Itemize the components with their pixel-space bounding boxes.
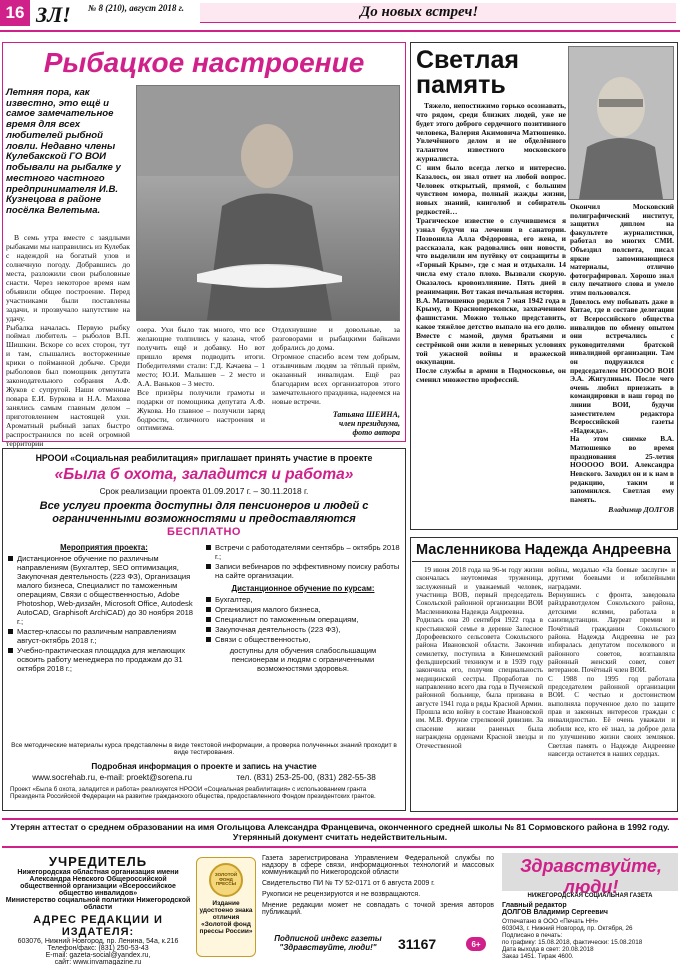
certificate-text: Свидетельство ПИ № ТУ 52-0171 от 6 августа 2009 г.	[262, 880, 435, 887]
project-phone: тел. (831) 253-25-00, (831) 282-55-38	[236, 773, 376, 782]
registration-text: Газета зарегистрирована Управлением Федеральной службы по надзору в сфере связи, информационных технологий и массовых коммуникаций по Нижегородской области	[262, 855, 494, 876]
opinion-text: Мнение редакции может не совпадать с точкой зрения авторов публикаций.	[262, 902, 494, 916]
article-memory-col1	[416, 102, 566, 386]
rubric-title: До новых встреч!	[360, 4, 479, 20]
list-item: Учебно-практическая площадка для желающих освоить работу менеджера по продажам до 31 октября 2018 г.;	[8, 646, 200, 673]
photo-fisherman	[136, 85, 400, 321]
project-free-badge: БЕСПЛАТНО	[167, 526, 241, 538]
article-memory-col1-text: Тяжело, непостижимо горько осознавать, что рядом, среди близких людей, уже не будет этого доброго сердечного позитивного человека, Валерия Акимовича Матюшенко. Увлечённого делом и не обделённого талантом известного московского журналиста. С ним было всегда легко и интересно. Казалось, он знал ответ на любой вопрос. Человек открытый, прямой, с большим чувством юмора, полный жажды жизни, новых знаний, книголюб и собиратель редкостей… Трагическое известие о случившемся я узнал будучи на лечении в санатории. Позвонила Алла Фёдоровна, его жена, и рассказала, как радовались они новости, что выделили им путёвку от соцзащиты в «Горный Крым», где с мая и отдыхали. 14 числа ему стало плохо. Вызвали скорую. Оказалось кровоизлияние. Пять дней в реанимации. Вот такая печальная история. В.А. Матюшенко родился 7 мая 1942 года в Крыму, в Красноперекопске, захваченном фашистами. Можно только представить, какое тяжёлое детство выпало на его долю. Вместе с мамой, двумя братьями и сестрёнкой они жили в неверных условиях той ужасной войны и вражеской оккупации. После службы в армии в Подмосковье, он сменил множество профессий.	[416, 101, 566, 385]
no-review-text: Рукописи не рецензируются и не возвращаются.	[262, 891, 421, 898]
footer-imprint	[502, 902, 678, 960]
golden-fund-stamp	[196, 857, 256, 957]
founder-text: Нижегородская областная организация имени Александра Невского Общероссийской общественной организации «Всероссийское общество инвалидов»	[17, 869, 179, 897]
project-right-list	[206, 543, 400, 674]
project-contacts	[10, 773, 398, 782]
page-number: 16	[0, 0, 30, 26]
article-memory-col2	[570, 203, 674, 516]
header-rule	[0, 30, 680, 32]
project-dates: Срок реализации проекта 01.09.2017 г. – 30.11.2018 г.	[99, 486, 309, 496]
golden-fund-text: Издание удостоено знака отличия «Золотой фонд прессы России»	[199, 900, 253, 935]
article-fishing-col2	[137, 326, 265, 434]
obituary-col1-text: 19 июня 2018 года на 96-м году жизни скончалась неутомимая труженица, заслуженный и уважаемый человек, участница ВОВ, первый председатель Сокольской районной организации ВОИ Масленникова Надежда Андреевна. Родилась она 20 сентября 1922 года в крестьянской семье в деревне Залесное Дорофеевского сельсовета Сокольского района Ивановской области. Закончив семилетку, поступила в Кинешемский фельдшерский техникум и в 1939 году закончила его, получив специальность медицинской сестры. Проработав по направлению всего два года в Пучежской районной больнице, была призвана в августе 1941 года в ряды Красной Армии. Прошла всю войну в составе Ивановской им. М.В. Фрунзе стрелковой дивизии. За спасение жизни раненых была награждена орденами Красной звезды и Отечественной	[416, 566, 543, 750]
footer-email[interactable]: E-mail: gazeta-social@yandex.ru,	[45, 952, 151, 959]
project-fund-note: Проект «Была б охота, заладится и работа» реализуется НРООИ «Социальная реабилитация» с использованием гранта Президента Российской Федерации на развитие гражданского общества, предоставленного Фондом президентских грантов.	[10, 786, 376, 800]
address-heading: АДРЕС РЕДАКЦИИ И ИЗДАТЕЛЯ:	[33, 914, 163, 938]
obituary-col2-text: войны, медалью «За боевые заслуги» и другими боевыми и юбилейными наградами. Вернувшись с фронта, заведовала райздравотделом Сокольского района, детскими яслями, работала в санэпидстанции. Лауреат премии и Почётный гражданин Сокольского района. Надежда Андреевна не раз избиралась депутатом поселкового и районного советов, возглавляла районный женский совет, совет ветеранов. Почётный член ВОИ. С 1988 по 1995 год работала председателем районной организации ВОИ. С честью и достоинством выполняла порученное дело по защите прав и законных интересов граждан с инвалидностью. Её очень уважали и любили все, кто её знал, за доброе дела по улучшению жизни своих земляков. Светлая память о Надежде Андреевне навсегда останется в наших сердцах.	[548, 566, 675, 758]
obituary-rule	[412, 561, 676, 562]
address-text: 603076, Нижний Новгород, пр. Ленина, 54а, к.216	[17, 938, 179, 945]
list-item: Дистанционное обучение по различным направлениям (Бухгалтер, SEO оптимизация, Закупочная деятельность (223 ФЗ), Организация малого бизнеса, Специалист по таможенным операциям, Связи с общественностью, Adobe Photoshop, Web-дизайн, Microsoft Office, Autodesk AutoCAD, Graphisoft ArchiCAD) до 30 ноября 2018 г.;	[8, 554, 200, 626]
project-site-link[interactable]: www.socrehab.ru, e-mail: proekt@sorena.ru	[32, 773, 193, 782]
list-item: Специалист по таможенным операциям,	[206, 615, 400, 624]
project-right-tail: доступны для обучения слабослышащим пенсионерам и людям с ограниченными возможностями здоровья.	[229, 646, 377, 673]
article-fishing-col3	[272, 326, 400, 439]
article-memory-col2-text: Окончил Московский полиграфический институт, защитил диплом на факультете журналистики, работал во многих СМИ. Объездил полсвета, писал яркие запоминающиеся материалы, отлично фотографировал. Хорошо знал силу печатного слова и умело этим пользовался. Довелось ему побывать даже в Китае, где в составе делегации от Всероссийского общества инвалидов по обмену опытом они встречались с руководителями братской инвалидной организации. Там он подружился с председателем НООООО ВОИ Э.А. Жигулиным. После чего очень любил приезжать в командировки в наш город по линии ВОИ, будучи заместителем редактора Всероссийской газеты «Надежда». На этом снимке В.А. Матюшенко во время празднования 25-летия НООООО ВОИ. Александра Невского. Заходил он и к нам в редакцию, таким и запомнился. Светлая ему память.	[570, 202, 674, 504]
photo-journalist	[568, 46, 674, 200]
article-fishing-signature: Татьяна ШЕИНА, член президиума, фото автора	[332, 409, 400, 438]
article-memory-title: Светлая память	[416, 46, 519, 99]
list-item: Организация малого бизнеса,	[206, 605, 400, 614]
editor-name: ДОЛГОВ Владимир Сергеевич	[502, 909, 608, 916]
brand-title: Здравствуйте, люди!	[520, 856, 662, 897]
project-note: Все методические материалы курса представлены в виде текстовой информации, а проверка полученных знаний проходит в виде тестирования.	[11, 742, 397, 756]
lost-document-text: Утерян аттестат о среднем образовании на имя Оголыцова Александра Францевича, оконченного средней школы № 81 Сормовского района в 1992 году. Утерянный документ считать недействительным.	[10, 822, 670, 843]
article-fishing-col3-text: Отдохнувшие и довольные, за разговорами и рыбацкими байками добрались до дома. Огромное спасибо всем тем добрым, отзывчивым людям за тёплый приём, оказанный инвалидам. Ещё раз благодарим всех организаторов этого замечательного праздника, надеемся на новые встречи.	[272, 325, 400, 406]
project-title: «Была б охота, заладится и работа»	[54, 466, 354, 483]
article-fishing-col1-text: В семь утра вместе с заядлыми рыбаками мы направились из Кулебак с надеждой на богатый улов и солнечную погоду. Добравшись до места, разложили свои рыболовные снасти. Через некоторое время нам объявили общее построение. Перед участниками были поставлены задачи, и прозвучало напутствие на удачу. Рыбалка началась. Первую рыбку поймал любитель – рыболов В.П. Шишкин. Вскоре со всех сторон, тут и там, слышались восторженные крики о пойманной добыче. Среди рыболовов был помощник депутата законодательного собрания А.Ф. Жуков с супругой. Наши отменные повара Е.И. Буркова и Н.А. Махова занялись самым главным делом – приготовлением настоящей ухи. Ароматный рыбный запах быстро распространился по всей огромной территории	[6, 233, 130, 448]
project-left-list	[8, 543, 200, 674]
article-memory-signature: Владимир ДОЛГОВ	[608, 505, 674, 515]
footer-founder	[4, 854, 192, 965]
golden-fund-emblem: ЗОЛОТОЙ ФОНД ПРЕССЫ	[209, 863, 243, 897]
newspaper-logo: ЗЛ!	[36, 2, 71, 27]
article-fishing-col2-text: озера. Ухи было так много, что все желающие толпились у казана, чтоб получить ещё и добавку. Но вот пришло время подводить итоги. Победителями стали: Г.Д. Качаева – 1 место; Ю.И. Малышев – 2 место и А.А. Ваньков – 3 место. Все призёры получили грамоты и подарки от помощника депутата А.Ф. Жукова. Но главное – получили заряд бодрости, отличного настроения и оптимизма.	[137, 325, 265, 433]
article-fishing-title: Рыбацкое настроение	[43, 47, 365, 78]
footer-site[interactable]: сайт: www.invamagazine.ru	[54, 959, 142, 965]
brand-subtitle: НИЖЕГОРОДСКАЯ СОЦИАЛЬНАЯ ГАЗЕТА	[527, 893, 653, 899]
project-intro: НРООИ «Социальная реабилитация» приглашает принять участие в проекте	[35, 453, 373, 463]
project-more-info: Подробная информация о проекте и запись на участие	[91, 762, 317, 771]
ministry-text: Министерство социальной политики Нижегородской области	[5, 897, 191, 911]
list-item: Связи с общественностью,	[206, 635, 400, 644]
article-fishing-col1	[6, 234, 130, 450]
subscription-index: 31167	[398, 936, 437, 952]
article-fishing-lead: Летняя пора, как известно, это ещё и самое замечательное время для всех любителей рыбной ловли. Недавно члены Кулебакской ГО ВОИ побывали на рыбалке у местного частного предпринимателя И.В. Кузнецова в районе посёлка Велетьма.	[6, 87, 121, 217]
editor-label: Главный редактор	[502, 902, 567, 909]
obituary-title: Масленникова Надежда Андреевна	[416, 542, 671, 558]
list-item: Закупочная деятельность (223 ФЗ),	[206, 625, 400, 634]
list-item: Мастер-классы по различным направлениям август-октябрь 2018 г.;	[8, 627, 200, 645]
project-lead: Все услуги проекта доступны для пенсионеров и людей с ограниченными возможностями и предоставляются	[39, 500, 369, 525]
subscription-label: Подписной индекс газеты "Здравствуйте, люди!"	[274, 934, 382, 952]
list-item: Бухгалтер,	[206, 595, 400, 604]
project-left-heading: Мероприятия проекта:	[60, 543, 148, 552]
issue-number: № 8 (210), август 2018 г.	[88, 3, 185, 13]
list-item: Встречи с работодателями сентябрь – октябрь 2018 г.;	[206, 543, 400, 561]
project-right-heading: Дистанционное обучение по курсам:	[231, 584, 375, 593]
founder-heading: УЧРЕДИТЕЛЬ	[48, 854, 148, 869]
footer-registration	[262, 855, 494, 917]
list-item: Записи вебинаров по эффективному поиску работы на сайте организации.	[206, 562, 400, 580]
obituary-col2	[548, 566, 675, 759]
footer-phone: Телефон/факс: (831) 250-53-43	[47, 945, 149, 952]
obituary-col1	[416, 566, 543, 751]
age-rating-badge: 6+	[466, 937, 486, 951]
print-info: Отпечатано в ООО «Печать НН» 603043, г. Нижний Новгород, пр. Октября, 26 Подписано в печать: по графику: 15.08.2018, фактически: 15.08.2018 Дата выхода в свет: 20.08.2018 Заказ 1451. Тираж 4600.	[502, 918, 643, 960]
